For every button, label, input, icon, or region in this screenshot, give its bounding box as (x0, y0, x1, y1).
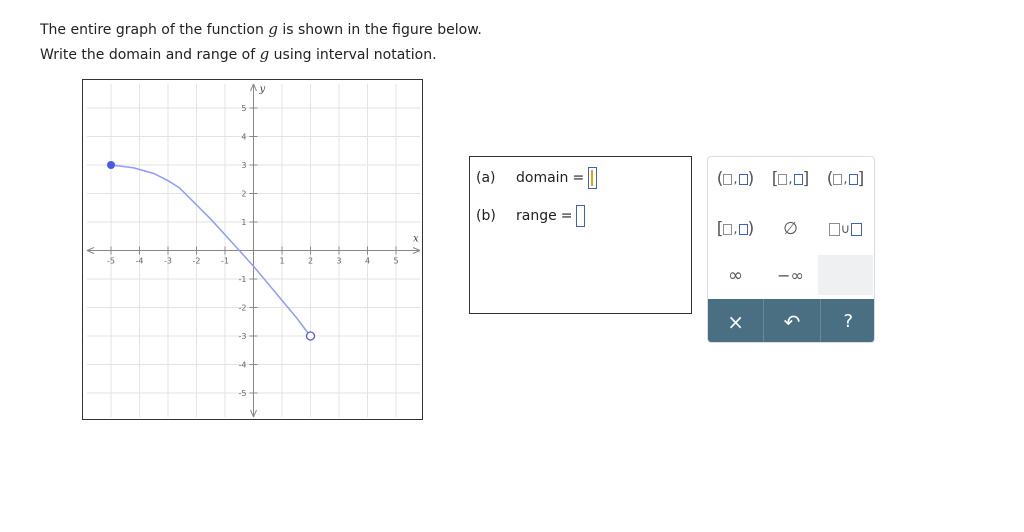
function-variable: g (259, 45, 270, 63)
text-cursor (591, 170, 593, 186)
close-bracket-icon: ] (802, 168, 810, 189)
range-label: range (516, 208, 557, 224)
function-variable: g (268, 20, 278, 38)
x-tick-label: -1 (221, 256, 229, 266)
y-tick-label: 4 (241, 132, 247, 142)
range-row (476, 205, 585, 227)
y-tick-label: -1 (238, 275, 247, 284)
y-tick-label: -3 (238, 332, 247, 341)
closed-endpoint-dot (107, 161, 115, 169)
prompt-text: is shown in the figure below. (277, 22, 482, 38)
close-icon: × (727, 309, 745, 334)
infinity-icon: ∞ (728, 264, 743, 286)
close-paren-icon: ) (747, 218, 755, 239)
y-tick-label: -5 (238, 389, 247, 398)
negative-infinity-button[interactable] (763, 255, 818, 295)
part-b-label: (b) (476, 208, 496, 224)
equals-sign: = (560, 208, 573, 224)
question-prompt (40, 17, 482, 67)
placeholder-box-icon (833, 174, 842, 185)
negative-infinity-icon: −∞ (777, 265, 804, 285)
placeholder-box-icon (829, 223, 840, 236)
part-a-label: (a) (476, 170, 496, 186)
y-tick-label: 2 (241, 189, 247, 199)
x-tick-label: 2 (307, 256, 314, 266)
y-tick-label: 1 (241, 218, 247, 227)
x-tick-label: 3 (336, 256, 342, 266)
open-endpoint-circle (307, 332, 315, 340)
x-axis-label: x (413, 233, 419, 245)
close-bracket-icon: ] (857, 168, 865, 189)
open-interval-button[interactable]: ( , ) (716, 168, 755, 189)
open-paren-icon: ( (716, 168, 724, 189)
union-button[interactable] (818, 209, 873, 249)
x-tick-label: -4 (135, 256, 144, 266)
graph-canvas (83, 80, 424, 421)
empty-set-icon: ∅ (783, 219, 798, 239)
range-input[interactable] (576, 205, 585, 227)
empty-set-button[interactable] (763, 209, 818, 249)
x-tick-label: -5 (107, 256, 115, 266)
union-icon: ∪ (840, 221, 851, 237)
help-icon: ? (843, 311, 854, 332)
half-open-right-interval-button[interactable]: [ , ) (716, 218, 755, 239)
y-axis-label: y (259, 84, 266, 95)
closed-interval-button[interactable]: [ , ] (771, 168, 810, 189)
prompt-line-2 (40, 42, 482, 67)
x-tick-label: 5 (393, 256, 399, 266)
palette-row-3 (708, 255, 875, 295)
undo-icon: ↶ (783, 309, 801, 334)
palette-row-2 (708, 209, 875, 249)
open-paren-icon: ( (826, 168, 834, 189)
placeholder-box-icon (794, 174, 803, 185)
domain-row (476, 167, 597, 189)
clear-button[interactable] (708, 299, 764, 343)
prompt-text: using interval notation. (269, 47, 437, 63)
help-button[interactable] (821, 299, 875, 343)
function-curve (111, 165, 309, 335)
y-tick-label: 5 (241, 104, 247, 113)
prompt-text: The entire graph of the function (40, 22, 269, 38)
placeholder-box-icon (739, 224, 748, 235)
open-bracket-icon: [ (771, 168, 779, 189)
equals-sign: = (572, 170, 585, 186)
half-open-left-interval-button[interactable]: ( , ] (826, 168, 865, 189)
y-tick-label: -4 (238, 360, 247, 370)
x-tick-label: -3 (164, 256, 172, 266)
domain-label: domain (516, 170, 569, 186)
placeholder-box-icon (851, 223, 862, 236)
x-tick-label: 4 (364, 256, 371, 266)
placeholder-box-icon (723, 174, 732, 185)
placeholder-box-icon (778, 174, 787, 185)
infinity-button[interactable] (708, 255, 763, 295)
math-palette (707, 156, 875, 343)
placeholder-box-icon (739, 174, 748, 185)
domain-input[interactable] (588, 167, 597, 189)
y-tick-label: -2 (238, 303, 247, 313)
palette-action-bar (708, 299, 875, 343)
answer-panel (469, 156, 692, 314)
y-tick-label: 3 (241, 161, 247, 170)
palette-empty-cell (818, 255, 873, 295)
prompt-text: Write the domain and range of (40, 47, 260, 63)
placeholder-box-icon (849, 174, 858, 185)
undo-button[interactable] (764, 299, 820, 343)
prompt-line-1 (40, 17, 482, 42)
function-graph (82, 79, 423, 420)
open-bracket-icon: [ (716, 218, 724, 239)
placeholder-box-icon (723, 224, 732, 235)
close-paren-icon: ) (747, 168, 755, 189)
palette-row-1 (708, 159, 875, 199)
x-tick-label: 1 (279, 256, 285, 266)
x-tick-label: -2 (192, 256, 201, 266)
